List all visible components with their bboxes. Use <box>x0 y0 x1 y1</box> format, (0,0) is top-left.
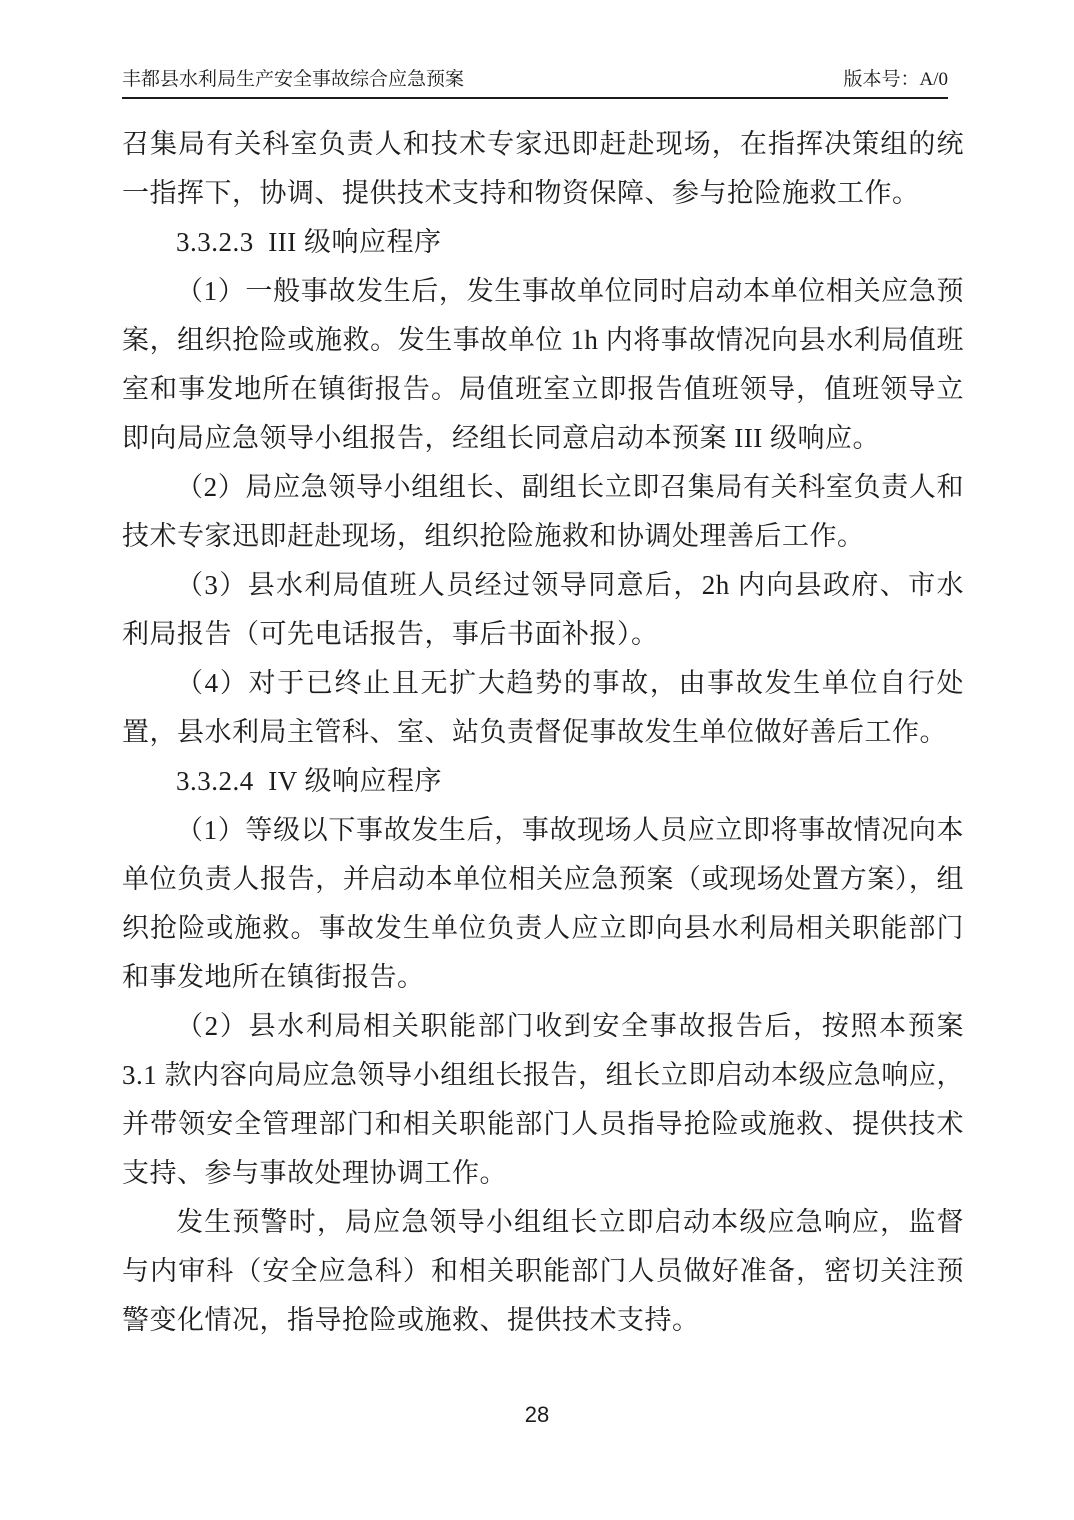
paragraph-iii-item-4: （4）对于已终止且无扩大趋势的事故，由事故发生单位自行处置，县水利局主管科、室、站负责督促事故发生单位做好善后工作。 <box>122 668 964 747</box>
header-document-title: 丰都县水利局生产安全事故综合应急预案 <box>122 69 465 90</box>
paragraph-iv-item-1: （1）等级以下事故发生后，事故现场人员应立即将事故情况向本单位负责人报告，并启动本单位相关应急预案（或现场处置方案），组织抢险或施救。事故发生单位负责人应立即向县水利局相关职能部门和事发地所在镇街报告。 <box>122 815 964 992</box>
header-version-label: 版本号：A/0 <box>843 69 948 90</box>
paragraph-iii-item-3: （3）县水利局值班人员经过领导同意后，2h 内向县政府、市水利局报告（可先电话报告，事后书面补报）。 <box>122 570 964 649</box>
paragraph-iv-item-2: （2）县水利局相关职能部门收到安全事故报告后，按照本预案 3.1 款内容向局应急领导小组组长报告，组长立即启动本级应急响应，并带领安全管理部门和相关职能部门人员指导抢险或施救、提供技术支持、参与事故处理协调工作。 <box>122 1011 964 1188</box>
paragraph-continuation: 召集局有关科室负责人和技术专家迅即赶赴现场，在指挥决策组的统一指挥下，协调、提供技术支持和物资保障、参与抢险施救工作。 <box>122 129 964 208</box>
document-body <box>122 120 964 1345</box>
page-footer <box>0 1398 1074 1432</box>
paragraph-iii-item-1: （1）一般事故发生后，发生事故单位同时启动本单位相关应急预案，组织抢险或施救。发生事故单位 1h 内将事故情况向县水利局值班室和事发地所在镇街报告。局值班室立即报告值班领导，值班领导立即向局应急领导小组报告，经组长同意启动本预案 III 级响应。 <box>122 276 964 453</box>
paragraph-iii-item-2: （2）局应急领导小组组长、副组长立即召集局有关科室负责人和技术专家迅即赶赴现场，组织抢险施救和协调处理善后工作。 <box>122 472 964 551</box>
section-heading-3-3-2-3: 3.3.2.3 III 级响应程序 <box>176 227 442 257</box>
paragraph-warning-response: 发生预警时，局应急领导小组组长立即启动本级应急响应，监督与内审科（安全应急科）和相关职能部门人员做好准备，密切关注预警变化情况，指导抢险或施救、提供技术支持。 <box>122 1207 964 1335</box>
page-number: 28 <box>524 1402 550 1427</box>
page-header <box>122 68 948 99</box>
section-heading-3-3-2-4: 3.3.2.4 IV 级响应程序 <box>176 766 443 796</box>
